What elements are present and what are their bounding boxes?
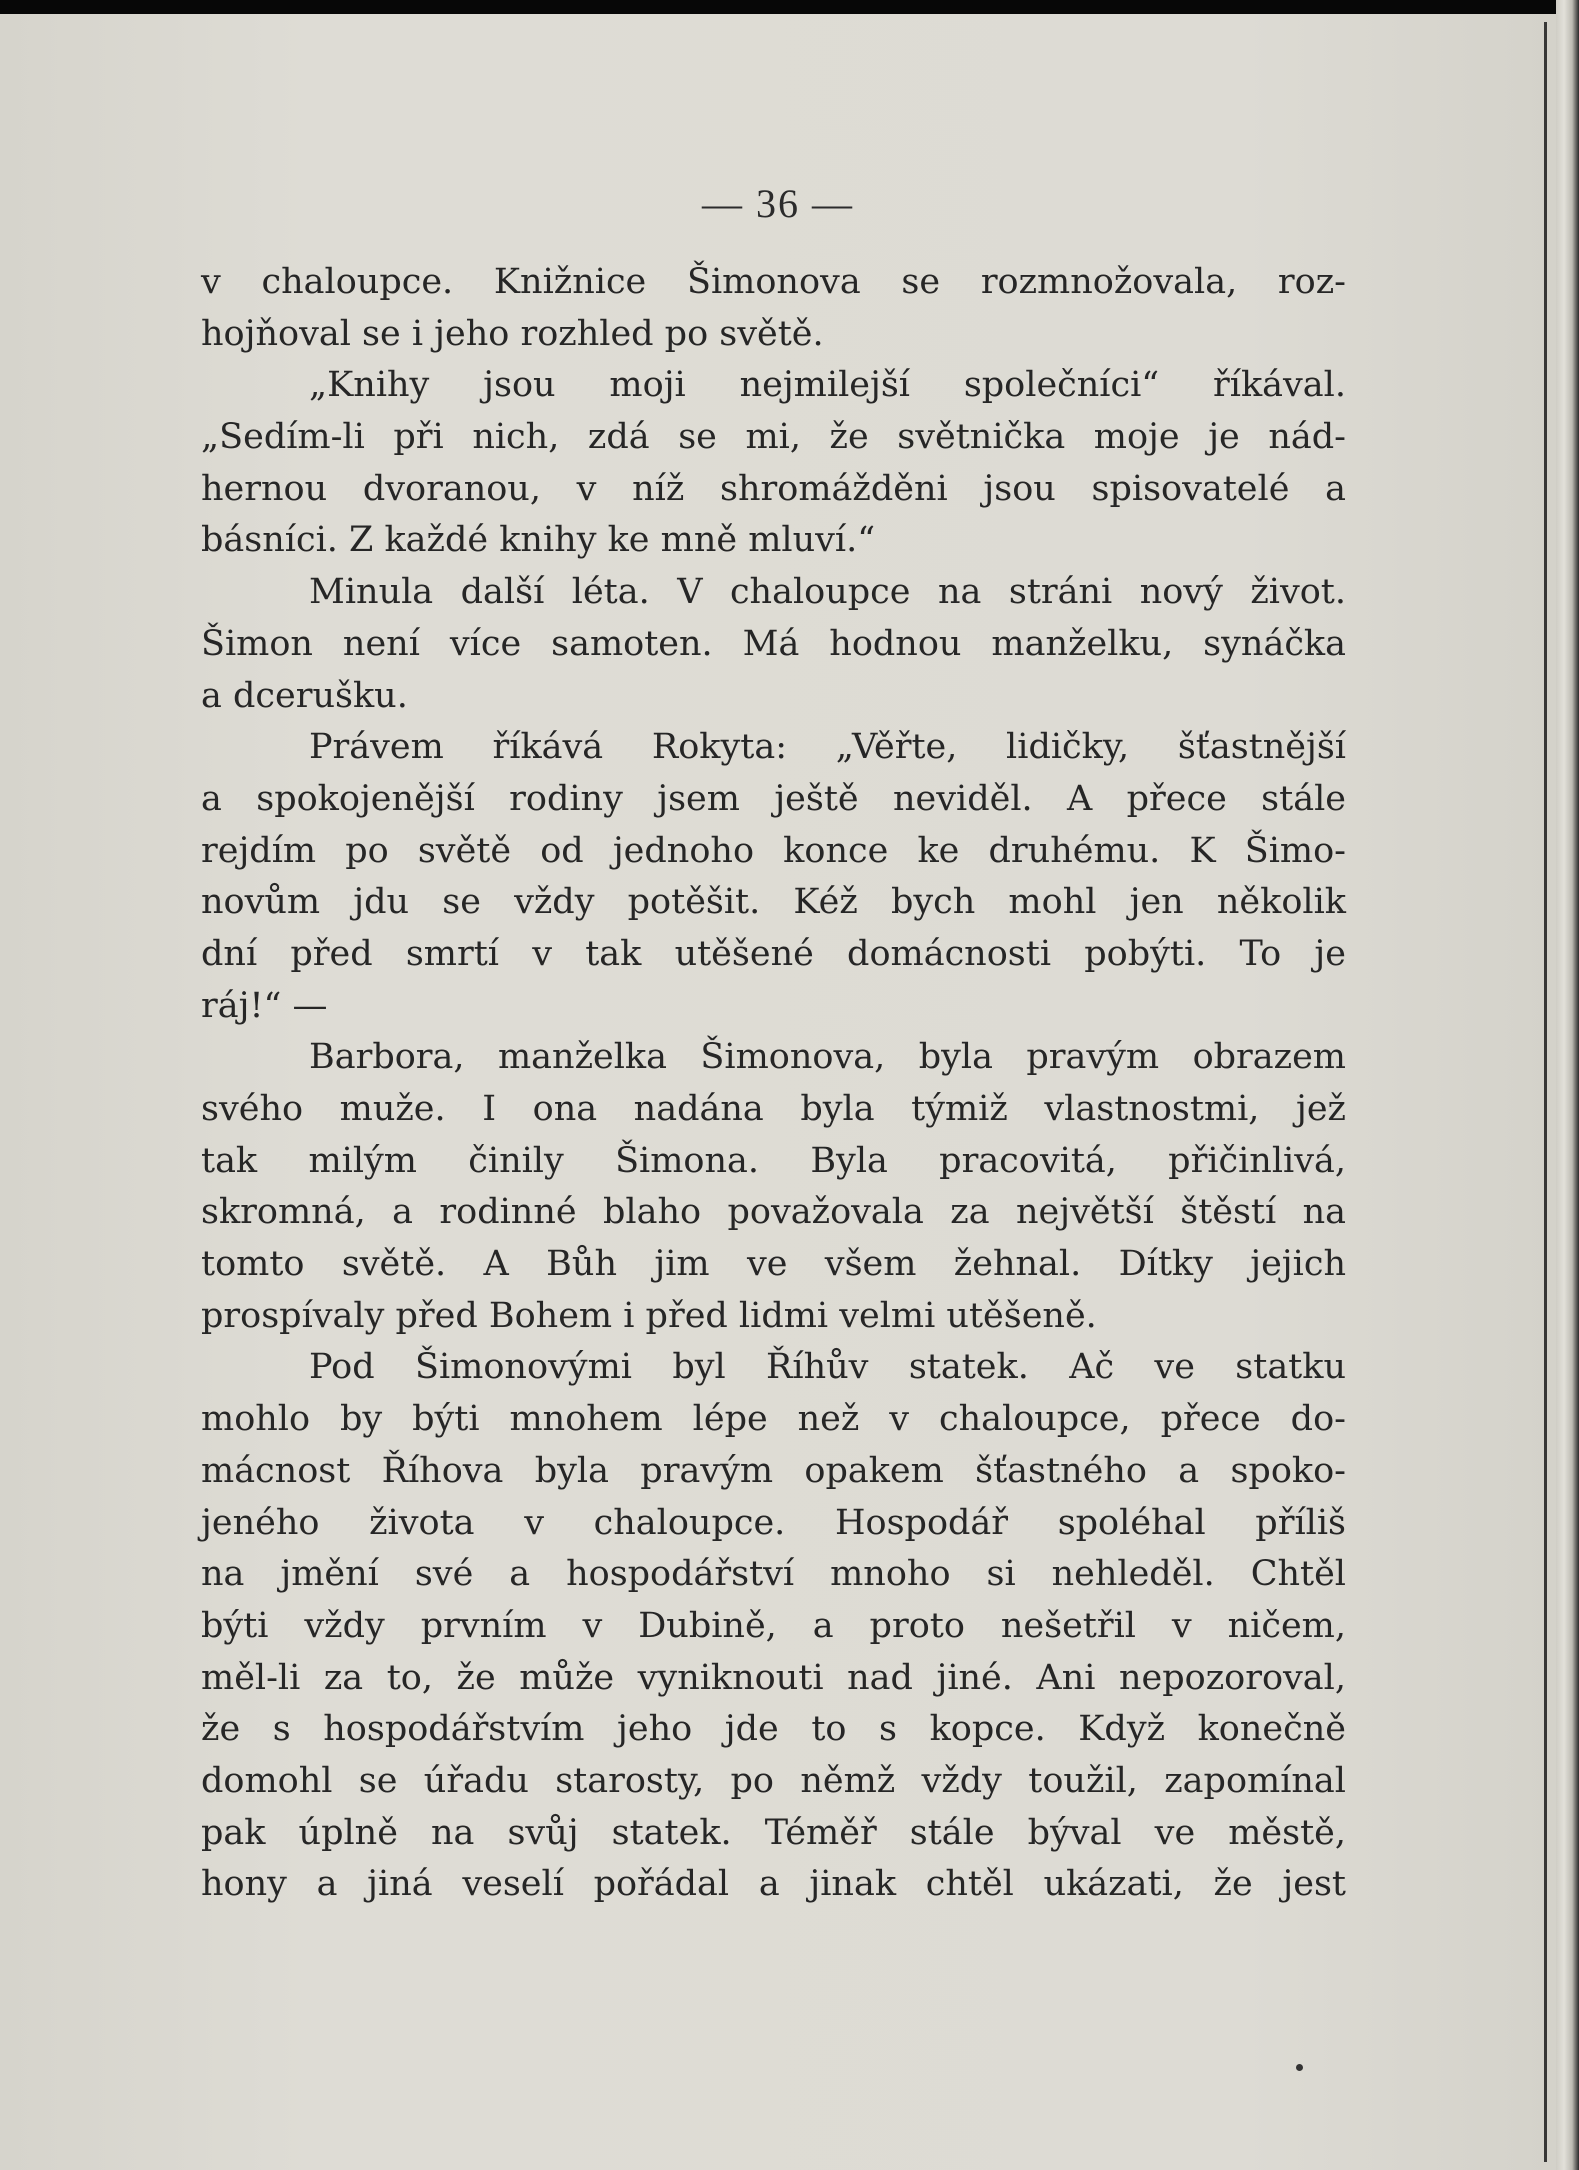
body-text (201, 257, 1346, 1911)
text-line: hony a jiná veselí pořádal a jinak chtěl ukázati, že jest (201, 1864, 1346, 1905)
text-line: skromná, a rodinné blaho považovala za největší štěstí na (201, 1192, 1346, 1233)
text-line: Minula další léta. V chaloupce na stráni nový život. (309, 572, 1346, 613)
text-line: hojňoval se i jeho rozhled po světě. (201, 313, 824, 354)
text-line: že s hospodářstvím jeho jde to s kopce. Když konečně (201, 1709, 1346, 1750)
text-line: Barbora, manželka Šimonova, byla pravým obrazem (309, 1037, 1346, 1078)
text-line: „Sedím-li při nich, zdá se mi, že světnička moje je nád- (201, 417, 1346, 458)
book-gutter (1556, 0, 1579, 2170)
text-line: tomto světě. A Bůh jim ve všem žehnal. Dítky jejich (201, 1244, 1346, 1285)
text-line: Šimon není více samoten. Má hodnou manželku, synáčka (201, 623, 1346, 664)
text-line: hernou dvoranou, v níž shromážděni jsou spisovatelé a (201, 468, 1346, 509)
text-line: „Knihy jsou moji nejmilejší společníci“ říkával. (309, 365, 1346, 406)
text-line: rejdím po světě od jednoho konce ke druhému. K Šimo- (201, 830, 1346, 871)
text-line: dní před smrtí v tak utěšené domácnosti pobýti. To je (201, 933, 1346, 974)
text-line: tak milým činily Šimona. Byla pracovitá, přičinlivá, (201, 1140, 1346, 1181)
text-line: svého muže. I ona nadána byla týmiž vlastnostmi, jež (201, 1089, 1346, 1129)
text-line: novům jdu se vždy potěšit. Kéž bych mohl jen několik (201, 882, 1346, 923)
text-line: na jmění své a hospodářství mnoho si nehleděl. Chtěl (201, 1554, 1346, 1595)
page-number: — 36 — (702, 181, 854, 226)
text-line: měl-li za to, že může vyniknouti nad jiné. Ani nepozoroval, (201, 1657, 1346, 1698)
text-line: prospívaly před Bohem i před lidmi velmi utěšeně. (201, 1295, 1097, 1336)
ink-speck (1296, 2064, 1303, 2071)
text-line: mohlo by býti mnohem lépe než v chaloupce, přece do- (201, 1399, 1346, 1440)
text-line: ráj!“ — (201, 985, 328, 1026)
text-line: pak úplně na svůj statek. Téměř stále býval ve městě, (201, 1812, 1346, 1853)
text-line: domohl se úřadu starosty, po němž vždy toužil, zapomínal (201, 1760, 1346, 1801)
book-page (0, 14, 1556, 2170)
text-line: býti vždy prvním v Dubině, a proto nešetřil v ničem, (201, 1605, 1346, 1646)
text-line: Pod Šimonovými byl Říhův statek. Ač ve statku (309, 1347, 1346, 1388)
text-line: a dcerušku. (201, 675, 408, 716)
text-line: mácnost Říhova byla pravým opakem šťastného a spoko- (201, 1450, 1346, 1491)
text-line: v chaloupce. Knižnice Šimonova se rozmnožovala, roz- (201, 262, 1346, 302)
text-line: a spokojenější rodiny jsem ještě neviděl. A přece stále (201, 778, 1346, 819)
binding-edge (1544, 22, 1547, 2162)
text-line: básníci. Z každé knihy ke mně mluví.“ (201, 520, 876, 561)
text-line: jeného života v chaloupce. Hospodář spoléhal příliš (201, 1502, 1346, 1543)
text-line: Právem říkává Rokyta: „Věřte, lidičky, šťastnější (309, 727, 1346, 768)
scan-top-border (0, 0, 1579, 14)
